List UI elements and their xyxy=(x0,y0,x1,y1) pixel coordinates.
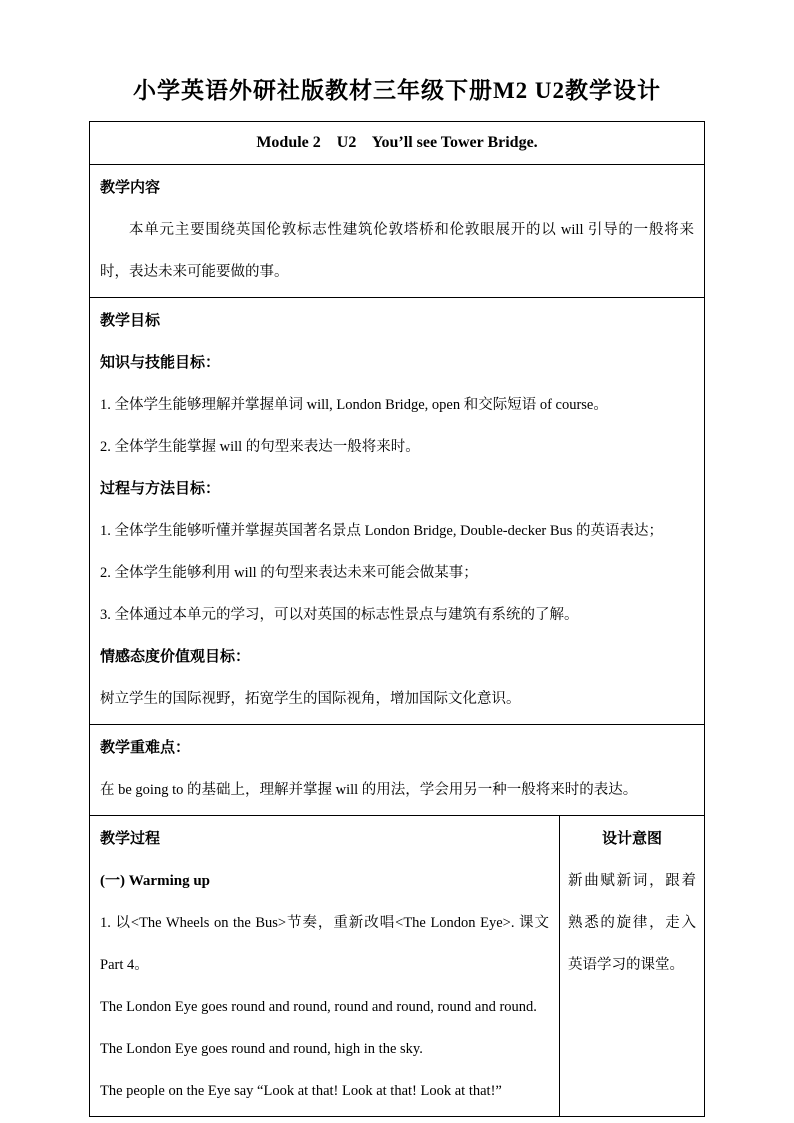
song-lyric-line: The London Eye goes round and round, round and round, round and round. xyxy=(100,999,537,1015)
teaching-process-heading: 教学过程 xyxy=(100,831,161,847)
module-header-row: Module 2 U2 You’ll see Tower Bridge. xyxy=(256,134,538,151)
lesson-plan-table xyxy=(89,121,705,1117)
song-lyric-line: The London Eye goes round and round, high in the sky. xyxy=(100,1041,423,1057)
design-intent-heading: 设计意图 xyxy=(601,831,662,847)
design-intent-cell xyxy=(559,816,704,1116)
key-points-body: 在 be going to 的基础上，理解并掌握 will 的用法，学会用另一种一般将来时的表达。 xyxy=(100,782,638,798)
emotion-values-goal-item: 树立学生的国际视野，拓宽学生的国际视角，增加国际文化意识。 xyxy=(100,691,521,707)
process-methods-goal-title: 过程与方法目标： xyxy=(100,481,221,497)
knowledge-skills-goal-title: 知识与技能目标： xyxy=(100,355,221,371)
teaching-content-row xyxy=(90,164,704,297)
teaching-goals-heading: 教学目标 xyxy=(100,313,161,329)
design-intent-body: 新曲赋新词，跟着熟悉的旋律，走入英语学习的课堂。 xyxy=(568,873,696,973)
knowledge-skills-goal-item: 2. 全体学生能掌握 will 的句型来表达一般将来时。 xyxy=(100,439,420,455)
teaching-content-body: 本单元主要围绕英国伦敦标志性建筑伦敦塔桥和伦敦眼展开的以 will 引导的一般将来时，表达未来可能要做的事。 xyxy=(100,222,694,280)
document-title: 小学英语外研社版教材三年级下册M2 U2教学设计 xyxy=(132,78,662,103)
process-methods-goal-item: 2. 全体学生能够利用 will 的句型来表达未来可能会做某事； xyxy=(100,565,478,581)
song-lyric-line: The people on the Eye say “Look at that! Look at that! Look at that!” xyxy=(100,1083,502,1099)
warming-up-heading: (一) Warming up xyxy=(100,873,211,889)
teaching-content-heading: 教学内容 xyxy=(100,180,161,196)
warming-up-step: 1. 以<The Wheels on the Bus>节奏，重新改唱<The London Eye>. 课文 Part 4。 xyxy=(100,915,549,973)
teaching-process-row xyxy=(90,815,704,1116)
teaching-process-cell xyxy=(90,816,559,1116)
teaching-goals-row xyxy=(90,297,704,724)
process-methods-goal-item: 1. 全体学生能够听懂并掌握英国著名景点 London Bridge, Double-decker Bus 的英语表达； xyxy=(100,523,664,539)
key-points-heading: 教学重难点： xyxy=(100,740,191,756)
emotion-values-goal-title: 情感态度价值观目标： xyxy=(100,649,251,665)
key-points-row xyxy=(90,724,704,815)
process-methods-goal-item: 3. 全体通过本单元的学习，可以对英国的标志性景点与建筑有系统的了解。 xyxy=(100,607,579,623)
knowledge-skills-goal-item: 1. 全体学生能够理解并掌握单词 will, London Bridge, open 和交际短语 of course。 xyxy=(100,397,608,413)
